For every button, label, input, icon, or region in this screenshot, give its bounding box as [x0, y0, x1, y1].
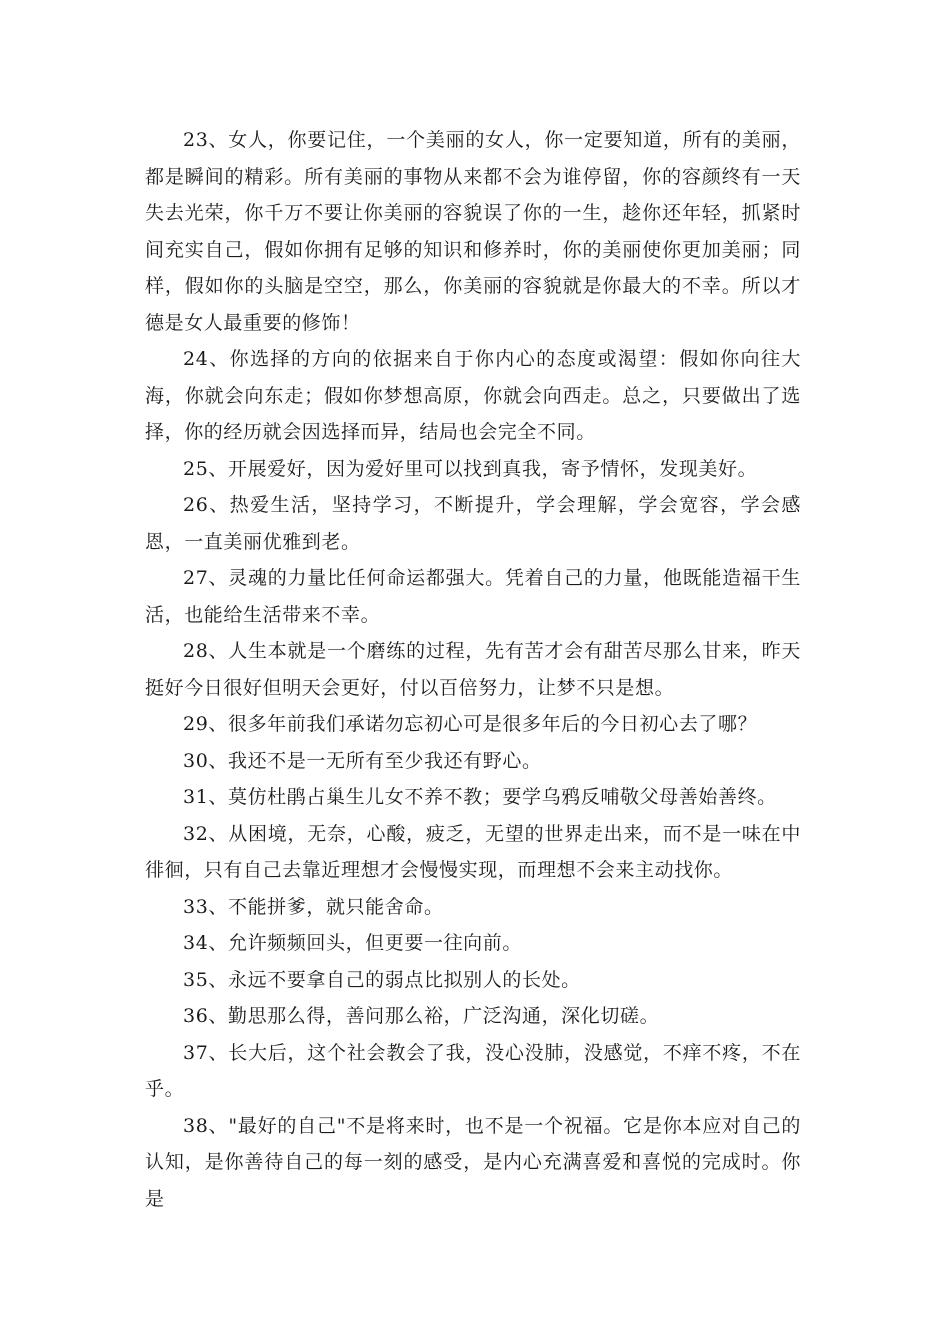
paragraph-27: 27、灵魂的力量比任何命运都强大。凭着自己的力量，他既能造福干生活，也能给生活带来不幸。	[145, 567, 801, 626]
paragraph-34: 34、允许频频回头，但更要一往向前。	[183, 932, 522, 954]
paragraph-28: 28、人生本就是一个磨练的过程，先有苦才会有甜苦尽那么甘来，昨天挺好今日很好但明天会更好，付以百倍努力，让梦不只是想。	[145, 640, 801, 699]
paragraph-31: 31、莫仿杜鹃占巢生儿女不养不教；要学乌鸦反哺敬父母善始善终。	[183, 786, 777, 808]
paragraph-37: 37、长大后，这个社会教会了我，没心没肺，没感觉，不痒不疼，不在乎。	[145, 1041, 801, 1100]
paragraph-24: 24、你选择的方向的依据来自于你内心的态度或渴望：假如你向往大海，你就会向东走；假如你梦想高原，你就会向西走。总之，只要做出了选择，你的经历就会因选择而异，结局也会完全不同。	[145, 348, 801, 443]
paragraph-38: 38、"最好的自己"不是将来时，也不是一个祝福。它是你本应对自己的认知，是你善待自己的每一刻的感受，是内心充满喜爱和喜悦的完成时。你是	[145, 1114, 801, 1210]
paragraph-32: 32、从困境，无奈，心酸，疲乏，无望的世界走出来，而不是一味在中徘徊，只有自己去靠近理想才会慢慢实现，而理想不会来主动找你。	[145, 822, 801, 881]
document-body	[145, 122, 801, 1217]
paragraph-36: 36、勤思那么得，善问那么裕，广泛沟通，深化切磋。	[183, 1005, 660, 1027]
paragraph-33: 33、不能拼爹，就只能舍命。	[183, 895, 444, 918]
paragraph-30: 30、我还不是一无所有至少我还有野心。	[183, 749, 542, 772]
paragraph-35: 35、永远不要拿自己的弱点比拟别人的长处。	[183, 968, 581, 991]
paragraph-25: 25、开展爱好，因为爱好里可以找到真我，寄予情怀，发现美好。	[183, 457, 758, 480]
paragraph-23: 23、女人，你要记住，一个美丽的女人，你一定要知道，所有的美丽，都是瞬间的精彩。所有美丽的事物从来都不会为谁停留，你的容颜终有一天失去光荣，你千万不要让你美丽的容貌误了你的一生，趁你还年轻，抓紧时间充实自己，假如你拥有足够的知识和修养时，你的美丽使你更加美丽；同样，假如你的头脑是空空，那么，你美丽的容貌就是你最大的不幸。所以才德是女人最重要的修饰！	[145, 129, 801, 334]
paragraph-26: 26、热爱生活，坚持学习，不断提升，学会理解，学会宽容，学会感恩，一直美丽优雅到老。	[145, 494, 801, 553]
paragraph-29: 29、很多年前我们承诺勿忘初心可是很多年后的今日初心去了哪？	[183, 713, 758, 735]
